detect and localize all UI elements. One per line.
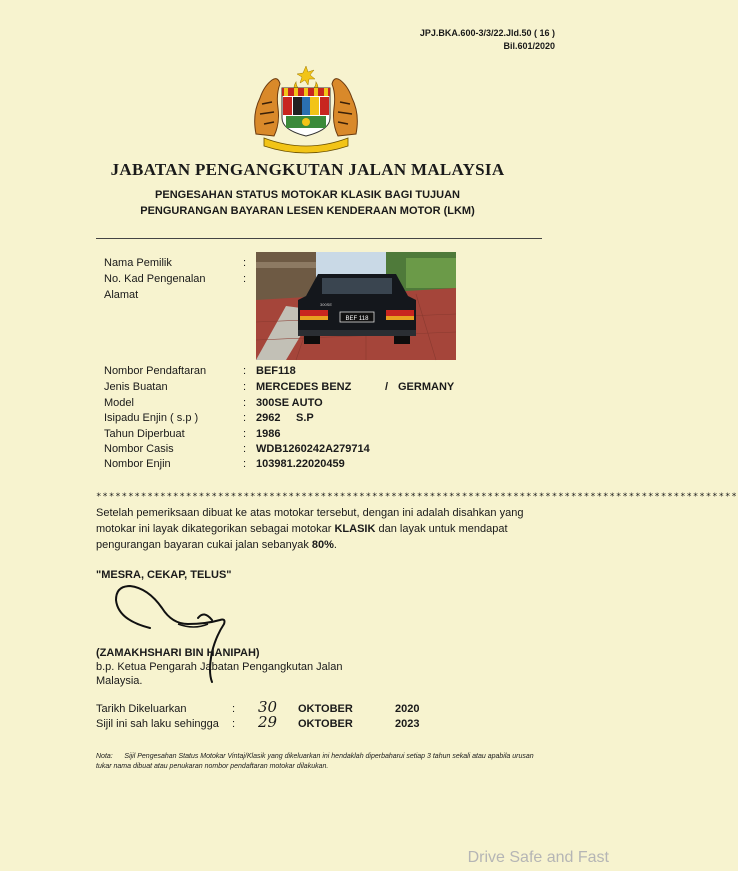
reference-number xyxy=(420,27,555,53)
statement-text-3: . xyxy=(333,539,337,551)
colon: : xyxy=(243,458,247,470)
year-label: Tahun Diperbuat xyxy=(104,428,185,440)
footnote-label: Nota: xyxy=(96,753,113,760)
divider-line xyxy=(96,238,542,239)
address-label: Alamat xyxy=(104,289,139,301)
motto: "MESRA, CEKAP, TELUS" xyxy=(96,569,232,581)
make-country: GERMANY xyxy=(398,381,455,393)
engine-capacity-value: 2962 xyxy=(256,412,281,424)
issued-date-label: Tarikh Dikeluarkan xyxy=(96,703,187,715)
year-value: 1986 xyxy=(256,428,281,440)
colon: : xyxy=(243,428,247,440)
issued-day: 30 xyxy=(258,698,278,716)
department-title: JABATAN PENGANGKUTAN JALAN MALAYSIA xyxy=(110,160,505,179)
model-value: 300SE AUTO xyxy=(256,397,323,409)
chassis-label: Nombor Casis xyxy=(104,443,174,455)
engine-capacity-unit: S.P xyxy=(296,412,314,424)
model-badge: 300SE xyxy=(320,302,333,307)
statement-text-2: dan layak untuk mendapat pengurangan bayaran cukai jalan sebanyak xyxy=(96,523,508,551)
registration-label: Nombor Pendaftaran xyxy=(104,365,207,377)
registration-value: BEF118 xyxy=(256,365,296,377)
owner-name-label: Nama Pemilik xyxy=(104,257,172,269)
footnote-text: Sijil Pengesahan Status Motokar Vintaj/Klasik yang dikeluarkan ini hendaklah diperbaharui setiap 3 tahun sekali atau apabila urusan tukar nama dibuat atau penukaran nombor pendaftaran motokar dilakukan. xyxy=(96,753,534,770)
license-plate: BEF 118 xyxy=(345,316,369,322)
issued-year: 2020 xyxy=(395,703,420,715)
colon: : xyxy=(232,703,236,715)
statement-percent: 80% xyxy=(311,539,334,551)
issued-month: OKTOBER xyxy=(298,703,353,715)
valid-until-label: Sijil ini sah laku sehingga xyxy=(96,718,219,730)
valid-month: OKTOBER xyxy=(298,718,353,730)
make-separator: / xyxy=(385,381,389,393)
chassis-value: WDB1260242A279714 xyxy=(256,443,370,455)
signatory-name: (ZAMAKHSHARI BIN HANIPAH) xyxy=(96,647,260,659)
certification-statement xyxy=(96,505,546,553)
make-value: MERCEDES BENZ xyxy=(256,381,352,393)
statement-classic: KLASIK xyxy=(334,523,376,535)
colon: : xyxy=(243,412,247,424)
colon: : xyxy=(243,273,247,285)
valid-year: 2023 xyxy=(395,718,420,730)
colon: : xyxy=(232,718,236,730)
make-label: Jenis Buatan xyxy=(104,381,168,393)
reference-line-1: JPJ.BKA.600-3/3/22.Jld.50 ( 16 ) xyxy=(419,28,555,38)
car-photo xyxy=(256,252,456,360)
footnote xyxy=(96,752,546,772)
reference-line-2: Bil.601/2020 xyxy=(503,41,555,51)
colon: : xyxy=(243,257,247,269)
colon: : xyxy=(243,381,247,393)
valid-day: 29 xyxy=(258,713,278,731)
ic-number-label: No. Kad Pengenalan xyxy=(104,273,206,285)
colon: : xyxy=(243,365,247,377)
watermark: Drive Safe and Fast xyxy=(467,849,609,866)
certificate-subtitle-2: PENGURANGAN BAYARAN LESEN KENDERAAN MOTOR (LKM) xyxy=(140,205,475,217)
statement-text-1: Setelah pemeriksaan dibuat ke atas motokar tersebut, dengan ini adalah disahkan yang motokar ini layak dikategorikan sebagai motokar xyxy=(96,507,524,535)
model-label: Model xyxy=(104,397,134,409)
signatory-position: b.p. Ketua Pengarah Jabatan Pengangkutan Jalan Malaysia. xyxy=(96,661,343,687)
engine-number-value: 103981.22020459 xyxy=(256,458,345,470)
engine-capacity-label: Isipadu Enjin ( s.p ) xyxy=(104,412,199,424)
certificate-subtitle-1: PENGESAHAN STATUS MOTOKAR KLASIK BAGI TUJUAN xyxy=(155,189,460,201)
coat-of-arms-icon xyxy=(250,64,362,152)
colon: : xyxy=(243,443,247,455)
asterisk-separator: **************************************************************************************************** xyxy=(96,492,738,502)
engine-number-label: Nombor Enjin xyxy=(104,458,171,470)
colon: : xyxy=(243,397,247,409)
